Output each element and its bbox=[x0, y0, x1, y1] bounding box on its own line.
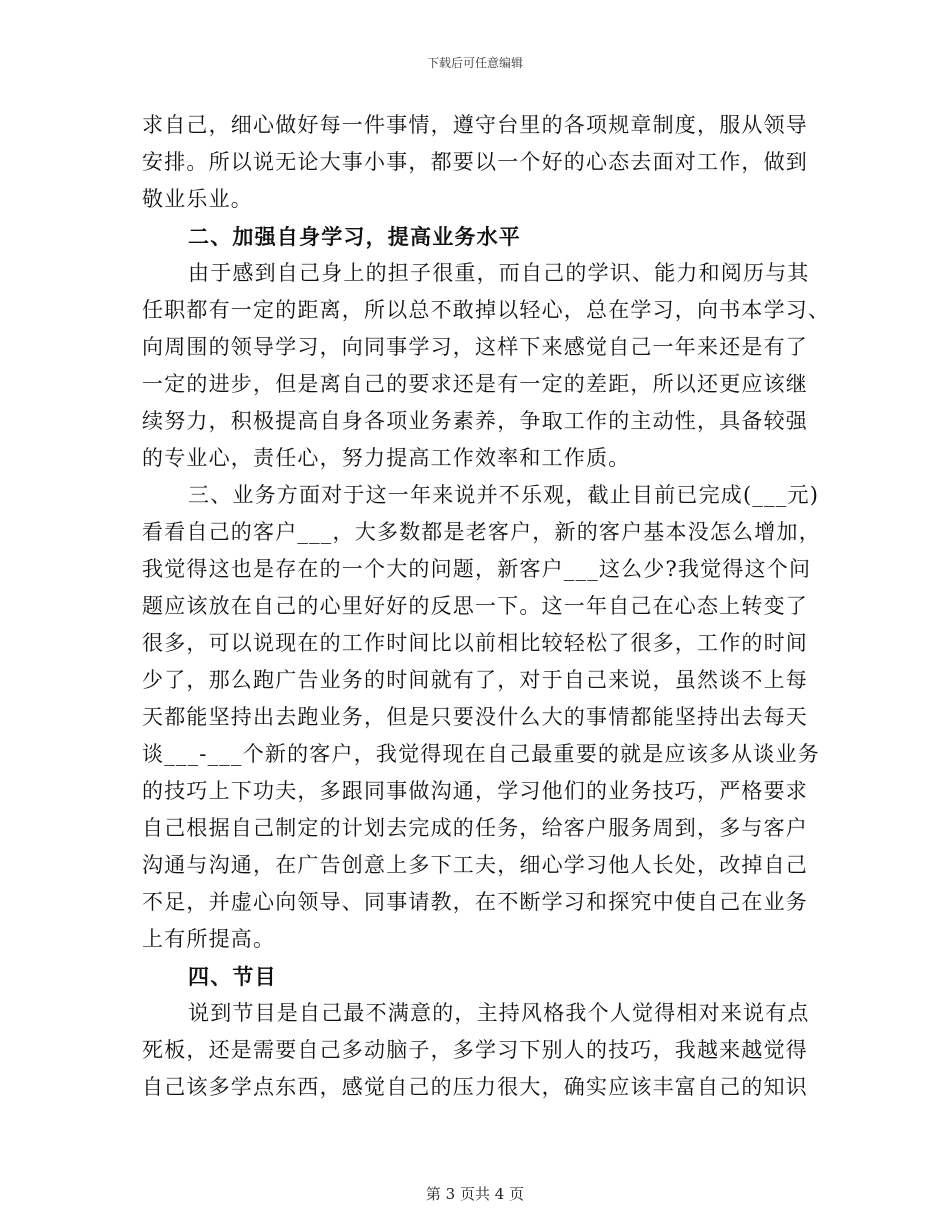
paragraph-line: 向周围的领导学习，向同事学习，这样下来感觉自己一年来还是有了 bbox=[142, 335, 808, 359]
paragraph-line: 很多，可以说现在的工作时间比以前相比较轻松了很多，工作的时间 bbox=[142, 631, 808, 655]
paragraph-line: 安排。所以说无论大事小事，都要以一个好的心态去面对工作，做到 bbox=[142, 150, 808, 174]
paragraph-line: 自己该多学点东西，感觉自己的压力很大，确实应该丰富自己的知识 bbox=[142, 1075, 808, 1099]
paragraph-line: 谈___-___个新的客户，我觉得现在自己最重要的就是应该多从谈业务 bbox=[142, 742, 820, 766]
paragraph-line: 天都能坚持出去跑业务，但是只要没什么大的事情都能坚持出去每天 bbox=[142, 705, 808, 729]
paragraph-line: 续努力，积极提高自身各项业务素养，争取工作的主动性，具备较强 bbox=[142, 409, 808, 433]
paragraph-line: 看看自己的客户___，大多数都是老客户，新的客户基本没怎么增加， bbox=[142, 520, 821, 544]
paragraph-line: 说到节目是自己最不满意的，主持风格我个人觉得相对来说有点 bbox=[188, 1001, 810, 1025]
paragraph-line: 自己根据自己制定的计划去完成的任务，给客户服务周到，多与客户 bbox=[142, 816, 808, 840]
paragraph-line: 的专业心，责任心，努力提高工作效率和工作质。 bbox=[142, 446, 631, 470]
paragraph-line: 不足，并虚心向领导、同事请教，在不断学习和探究中使自己在业务 bbox=[142, 890, 808, 914]
paragraph-line: 三、业务方面对于这一年来说并不乐观，截止目前已完成(___元) bbox=[188, 483, 820, 507]
paragraph-line: 由于感到自己身上的担子很重，而自己的学识、能力和阅历与其 bbox=[188, 261, 810, 285]
paragraph-line: 敬业乐业。 bbox=[142, 187, 253, 211]
paragraph-line: 沟通与沟通，在广告创意上多下工夫，细心学习他人长处，改掉自己 bbox=[142, 853, 808, 877]
paragraph-line: 少了，那么跑广告业务的时间就有了，对于自己来说，虽然谈不上每 bbox=[142, 668, 808, 692]
document-body bbox=[142, 107, 831, 1106]
section-heading: 四、节目 bbox=[188, 964, 277, 989]
section-heading: 二、加强自身学习，提高业务水平 bbox=[188, 224, 521, 249]
paragraph-line: 一定的进步，但是离自己的要求还是有一定的差距，所以还更应该继 bbox=[142, 372, 808, 396]
paragraph-line: 题应该放在自己的心里好好的反思一下。这一年自己在心态上转变了 bbox=[142, 594, 808, 618]
paragraph-line: 我觉得这也是存在的一个大的问题，新客户___这么少?我觉得这个问 bbox=[142, 557, 812, 581]
paragraph-line: 死板，还是需要自己多动脑子，多学习下别人的技巧，我越来越觉得 bbox=[142, 1038, 808, 1062]
paragraph-line: 任职都有一定的距离，所以总不敢掉以轻心，总在学习，向书本学习、 bbox=[142, 298, 831, 322]
page-footer: 第 3 页共 4 页 bbox=[425, 1185, 525, 1203]
paragraph-line: 的技巧上下功夫，多跟同事做沟通，学习他们的业务技巧，严格要求 bbox=[142, 779, 808, 803]
paragraph-line: 上有所提高。 bbox=[142, 927, 276, 951]
paragraph-line: 求自己，细心做好每一件事情，遵守台里的各项规章制度，服从领导 bbox=[142, 113, 808, 137]
page-header: 下载后可任意编辑 bbox=[426, 56, 523, 70]
